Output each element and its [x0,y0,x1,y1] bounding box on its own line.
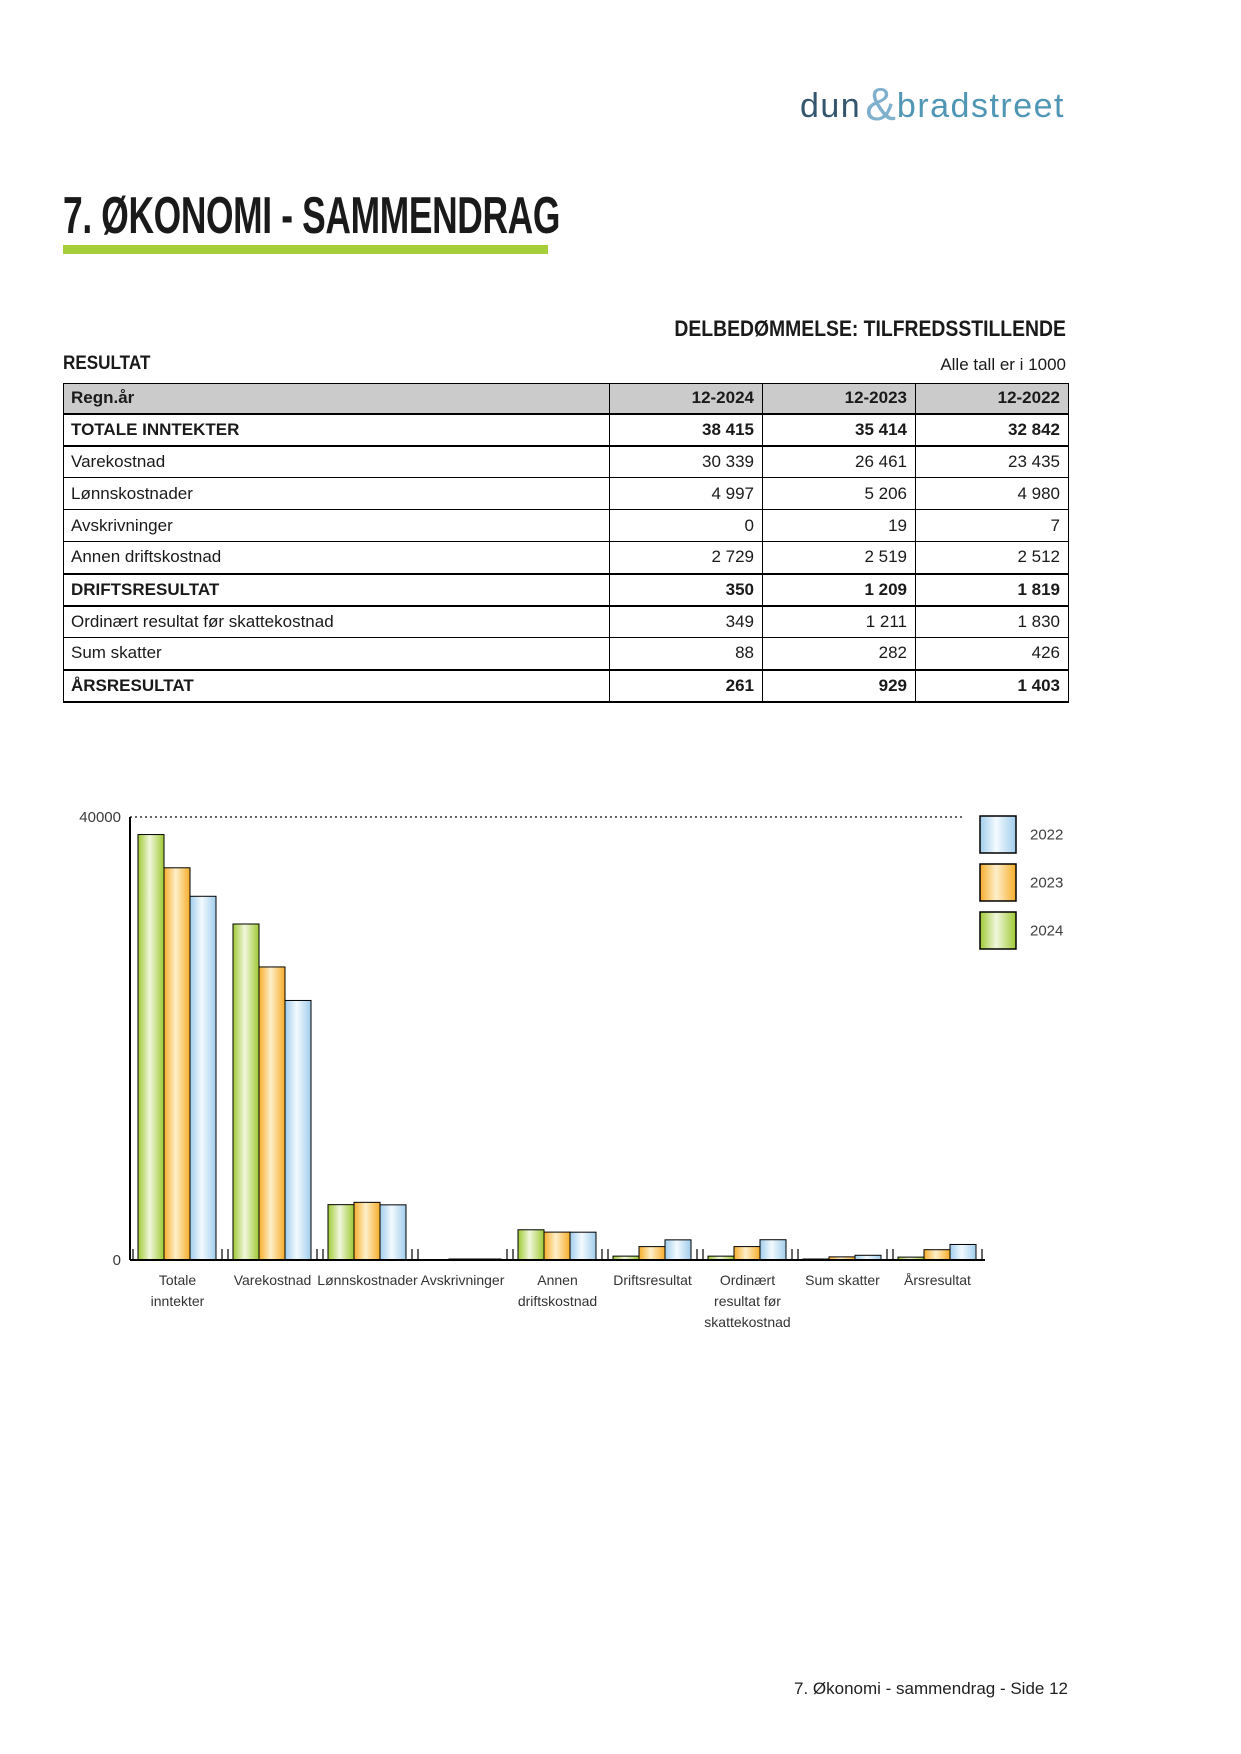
bar-chart [0,700,1241,1360]
bar-2024-0 [138,835,164,1260]
bar-2022-0 [190,896,216,1260]
row-value: 19 [763,510,916,542]
title-underline [63,245,548,254]
dnb-logo [800,74,1065,128]
row-value: 26 461 [763,446,916,478]
legend-label-2024: 2024 [1030,922,1064,940]
row-label: Ordinært resultat før skattekostnad [64,606,610,638]
page-title: 7. ØKONOMI - SAMMENDRAG [63,187,561,245]
row-value: 2 729 [610,542,763,574]
legend-label-2022: 2022 [1030,826,1064,844]
bar-2023-6 [734,1247,760,1260]
results-table-body [64,414,1069,702]
results-table [63,383,1069,703]
row-value: 88 [610,638,763,670]
legend-swatch-2024 [980,912,1016,949]
row-value: 32 842 [916,414,1069,446]
row-label: Avskrivninger [64,510,610,542]
section-label: RESULTAT [63,353,151,374]
category-label-5: Driftsresultat [613,1272,692,1288]
bar-2023-8 [924,1250,950,1260]
table-row [64,510,1069,542]
table-row [64,670,1069,702]
bar-2022-6 [760,1240,786,1260]
row-label: Annen driftskostnad [64,542,610,574]
table-row [64,478,1069,510]
column-header-year: 12-2022 [916,384,1069,414]
row-value: 350 [610,574,763,606]
row-value: 1 403 [916,670,1069,702]
y-tick-label: 0 [112,1252,121,1269]
unit-note: Alle tall er i 1000 [940,355,1066,374]
bar-2024-1 [233,924,259,1260]
row-value: 4 997 [610,478,763,510]
category-label-1: Varekostnad [233,1272,312,1288]
row-label: Varekostnad [64,446,610,478]
row-value: 1 830 [916,606,1069,638]
row-label: Lønnskostnader [64,478,610,510]
assessment-heading: DELBEDØMMELSE: TILFREDSSTILLENDE [674,316,1066,341]
column-header-label: Regn.år [64,384,610,414]
logo-text-bradstreet: bradstreet [896,87,1065,125]
table-row [64,606,1069,638]
row-label: ÅRSRESULTAT [64,670,610,702]
table-row [64,542,1069,574]
table-row [64,414,1069,446]
bar-2023-1 [259,967,285,1260]
bar-2022-5 [665,1240,691,1260]
bar-2023-4 [544,1232,570,1260]
category-label-6: Ordinært resultat før skattekostnad [704,1272,791,1330]
table-row [64,638,1069,670]
row-value: 4 980 [916,478,1069,510]
bar-2022-8 [950,1244,976,1260]
bar-2024-2 [328,1205,354,1260]
bar-2024-4 [518,1230,544,1260]
row-value: 1 819 [916,574,1069,606]
row-value: 7 [916,510,1069,542]
row-value: 1 211 [763,606,916,638]
row-value: 30 339 [610,446,763,478]
row-value: 1 209 [763,574,916,606]
table-row [64,446,1069,478]
legend-label-2023: 2023 [1030,874,1064,892]
bar-2023-5 [639,1247,665,1260]
category-label-0: Totale inntekter [150,1272,205,1309]
row-value: 282 [763,638,916,670]
row-label: Sum skatter [64,638,610,670]
legend-swatch-2022 [980,816,1016,853]
bar-2023-0 [164,868,190,1260]
category-label-3: Avskrivninger [420,1272,505,1288]
category-label-8: Årsresultat [904,1272,971,1288]
column-header-year: 12-2023 [763,384,916,414]
row-value: 23 435 [916,446,1069,478]
bar-2023-2 [354,1202,380,1260]
category-label-4: Annen driftskostnad [517,1272,598,1309]
legend-swatch-2023 [980,864,1016,901]
y-tick-label: 40000 [79,809,121,826]
row-value: 5 206 [763,478,916,510]
row-value: 0 [610,510,763,542]
row-label: TOTALE INNTEKTER [64,414,610,446]
row-value: 929 [763,670,916,702]
results-table-header-row [64,384,1069,414]
bar-2022-1 [285,1000,311,1260]
row-value: 38 415 [610,414,763,446]
table-row [64,574,1069,606]
row-value: 2 519 [763,542,916,574]
logo-text-dun: dun [799,87,862,125]
row-label: DRIFTSRESULTAT [64,574,610,606]
page-footer: 7. Økonomi - sammendrag - Side 12 [793,1679,1068,1698]
row-value: 349 [610,606,763,638]
row-value: 426 [916,638,1069,670]
bar-2022-2 [380,1205,406,1260]
row-value: 261 [610,670,763,702]
column-header-year: 12-2024 [610,384,763,414]
logo-ampersand-icon: & [865,78,896,130]
row-value: 35 414 [763,414,916,446]
row-value: 2 512 [916,542,1069,574]
bar-2022-4 [570,1232,596,1260]
category-label-7: Sum skatter [805,1272,880,1288]
category-label-2: Lønnskostnader [317,1272,418,1288]
